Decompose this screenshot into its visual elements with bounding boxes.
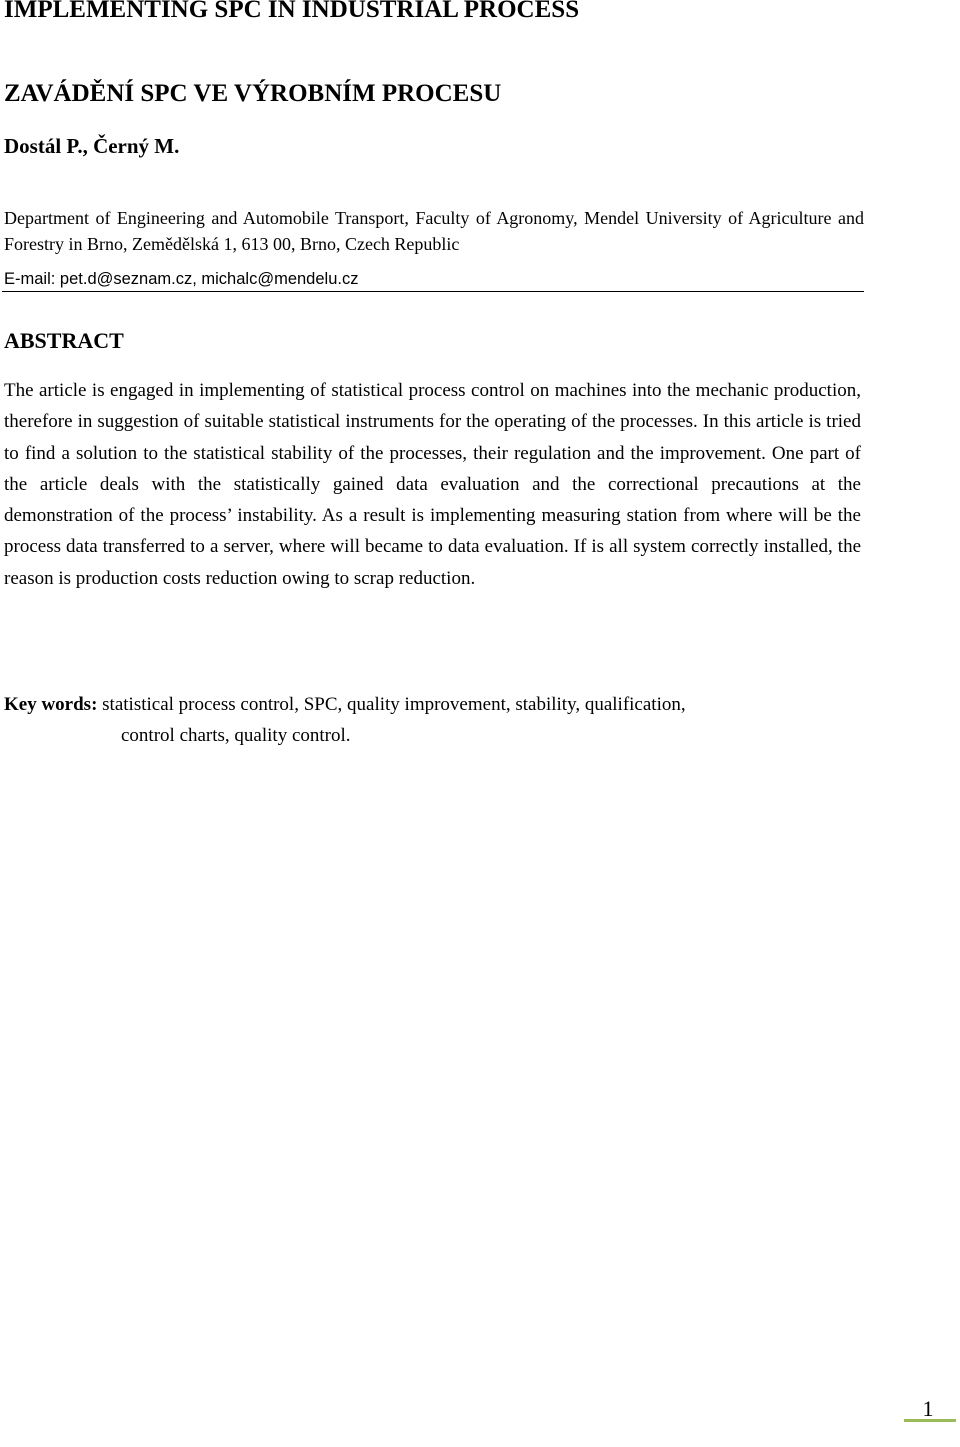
header-divider [2, 291, 864, 292]
abstract-text: The article is engaged in implementing of statistical process control on machines into the mechanic production, therefore in suggestion of suitable statistical instruments for the operating of the processes. In this article is tried to find a solution to the statistical stability of the processes, their regulation and the improvement. One part of the article deals with the statistically gained data evaluation and the correctional precautions at the demonstration of the process’ instability. As a result is implementing measuring station from where will be the process data transferred to a server, where will became to data evaluation. If is all system correctly installed, the reason is production costs reduction owing to scrap reduction. [4, 380, 861, 589]
keywords-line-1 [4, 689, 864, 720]
keywords-list-2: control charts, quality control. [121, 725, 351, 747]
authors: Dostál P., Černý M. [4, 134, 180, 158]
affiliation: Department of Engineering and Automobile Transport, Faculty of Agronomy, Mendel University of Agriculture and Forestry in Brno, Zemědělská 1, 613 00, Brno, Czech Republic [4, 208, 864, 254]
email-line: E-mail: pet.d@seznam.cz, michalc@mendelu.cz [4, 270, 359, 288]
keywords-block [4, 689, 864, 752]
page-number-rule [904, 1419, 956, 1422]
page-number: 1 [922, 1396, 934, 1421]
abstract-heading: ABSTRACT [4, 328, 124, 353]
paper-title-english: IMPLEMENTING SPC IN INDUSTRIAL PROCESS [4, 0, 580, 23]
keywords-label: Key words: [4, 694, 98, 715]
keywords-list-1: statistical process control, SPC, quality improvement, stability, qualification, [102, 694, 686, 715]
paper-title-czech: ZAVÁDĚNÍ SPC VE VÝROBNÍM PROCESU [4, 80, 502, 107]
keywords-line-2 [4, 720, 864, 751]
